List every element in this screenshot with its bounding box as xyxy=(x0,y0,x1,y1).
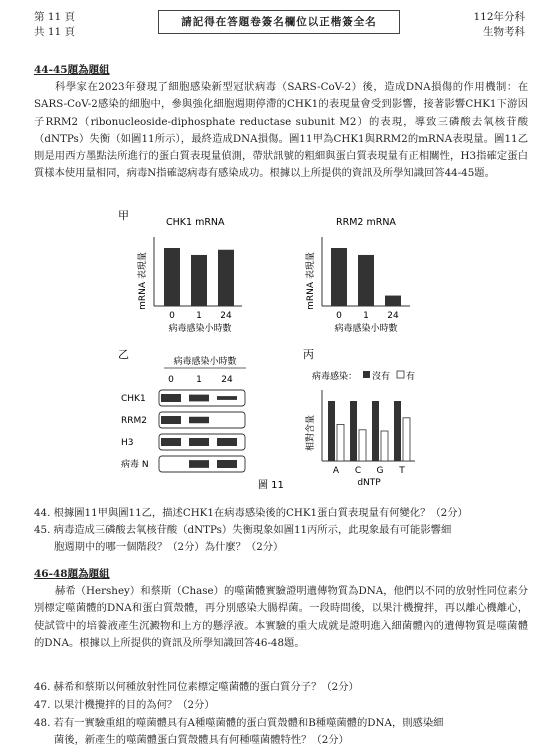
blot-band xyxy=(189,460,209,468)
chk1-mrna-chart xyxy=(136,217,242,334)
dntp-bar-with-G xyxy=(381,431,388,461)
rrm2-mrna-chart xyxy=(304,217,410,334)
rrm2-y-label: mRNA 表現量 xyxy=(306,252,316,310)
group-intro-44-45: 科學家在2023年發現了細胞感染新型冠狀病毒（SARS-CoV-2）後，造成DNA損傷的作用機制：在SARS-CoV-2感染的細胞中，參與強化細胞週期停滯的CHK1的表現量會受到影響，接著影響CHK1下游因子RRM2（ribonucleoside-diphosphate reductase subunit M2）的表現，導致三磷酸去氧核苷酸（dNTPs）失衡（如圖11所示），最終造成DNA損傷。圖11甲為CHK1與RRM2的mRNA表現量。圖11乙則是用西方墨點法所進行的蛋白質表現量偵測，帶狀訊號的粗細與蛋白質表現量有正相關性，H3指確定蛋白質樣本使用量相同，病毒N指確認病毒有感染成功。根據以上所提供的資訊及所學知識回答44-45題。 xyxy=(34,81,528,180)
page-number: 第 11 頁 xyxy=(34,11,76,23)
panel-c-label: 丙 xyxy=(303,348,314,361)
dntp-bar-with-A xyxy=(337,424,344,461)
signature-notice: 請記得在答題卷簽名欄位以正楷簽全名 xyxy=(158,10,400,34)
group-title-44-45: 44-45題為題組 xyxy=(34,64,110,76)
blot-band xyxy=(189,395,209,402)
legend-swatch-with xyxy=(397,371,404,378)
blot-band xyxy=(189,438,209,446)
dntp-bar-without-A xyxy=(328,401,335,461)
dntp-bar-without-T xyxy=(394,401,401,461)
dntp-bar-with-C xyxy=(359,430,366,461)
question-45: 45. 病毒造成三磷酸去氧核苷酸（dNTPs）失衡現象如圖11丙所示，此現象最有可能影響細 xyxy=(34,524,452,536)
blot-col-0: 0 xyxy=(168,375,174,385)
group-intro-46-48: 赫希（Hershey）和蔡斯（Chase）的噬菌體實驗證明遺傳物質為DNA，他們以不同的放射性同位素分別標定噬菌體的DNA和蛋白質殼體，再分別感染大腸桿菌。一段時間後，以果汁機攪拌，再以離心機離心，使試管中的培養液產生沉澱物和上方的懸浮液。本實驗的重大成就是證明進入細菌體內的遺傳物質是噬菌體的DNA。根據以上所提供的資訊及所學知識回答46-48題。 xyxy=(34,585,528,649)
rrm2-x-label: 病毒感染小時數 xyxy=(334,324,398,334)
rrm2-tick-1: 1 xyxy=(363,311,369,321)
total-pages: 共 11 頁 xyxy=(34,26,76,38)
chk1-bar-1 xyxy=(191,255,207,306)
chk1-bar-0 xyxy=(164,248,180,306)
dntp-legend-prefix: 病毒感染： xyxy=(312,372,358,382)
blot-row-label: H3 xyxy=(121,438,134,448)
group-title-46-48: 46-48題為題組 xyxy=(34,568,110,580)
panel-b-label: 乙 xyxy=(118,348,129,361)
dntp-legend-without: 沒有 xyxy=(372,372,391,382)
dntp-bar-without-G xyxy=(372,401,379,461)
exam-year: 112年分科 xyxy=(473,11,525,23)
question-48: 48. 若有一實驗重組的噬菌體具有A種噬菌體的蛋白質殼體和B種噬菌體的DNA，則感染細 xyxy=(34,717,444,729)
rrm2-tick-0: 0 xyxy=(336,311,342,321)
chk1-bar-24 xyxy=(218,250,234,306)
dntp-legend-with: 有 xyxy=(406,372,416,382)
chk1-tick-0: 0 xyxy=(169,311,175,321)
dntp-tick-T: T xyxy=(399,466,405,476)
dntp-y-label: 相對含量 xyxy=(306,414,316,452)
blot-band xyxy=(161,438,181,446)
rrm2-bar-24 xyxy=(385,296,401,306)
dntp-bar-without-C xyxy=(350,401,357,461)
blot-col-24: 24 xyxy=(221,375,233,385)
blot-band xyxy=(217,396,237,400)
western-blot xyxy=(121,355,246,472)
question-45-cont: 胞週期中的哪一個階段？（2分）為什麼？（2分） xyxy=(54,541,284,553)
chk1-tick-24: 24 xyxy=(220,311,232,321)
question-47: 47. 以果汁機攪拌的目的為何？（2分） xyxy=(34,699,215,711)
rrm2-bar-0 xyxy=(331,248,347,306)
legend-swatch-without xyxy=(363,371,370,378)
dntp-x-label: dNTP xyxy=(357,478,381,488)
chk1-chart-title: CHK1 mRNA xyxy=(166,217,225,228)
dntp-chart xyxy=(304,370,415,488)
blot-band xyxy=(189,417,209,424)
blot-band xyxy=(161,394,181,402)
dntp-tick-G: G xyxy=(376,466,384,476)
blot-header: 病毒感染小時數 xyxy=(173,357,237,367)
blot-row-label: RRM2 xyxy=(121,416,147,426)
rrm2-bar-1 xyxy=(358,255,374,306)
chk1-x-label: 病毒感染小時數 xyxy=(168,324,232,334)
blot-band xyxy=(217,460,237,468)
dntp-tick-A: A xyxy=(332,466,340,476)
blot-band xyxy=(217,438,237,446)
exam-subject: 生物考科 xyxy=(483,26,525,38)
dntp-bar-with-T xyxy=(403,418,410,461)
rrm2-tick-24: 24 xyxy=(387,311,399,321)
panel-a-label: 甲 xyxy=(118,209,129,222)
chk1-tick-1: 1 xyxy=(196,311,202,321)
figure-11 xyxy=(0,205,559,500)
blot-col-1: 1 xyxy=(196,375,202,385)
question-46: 46. 赫希和蔡斯以何種放射性同位素標定噬菌體的蛋白質分子？（2分） xyxy=(34,681,359,693)
dntp-tick-C: C xyxy=(354,466,362,476)
question-48-cont: 菌後，新產生的噬菌體蛋白質殼體具有何種噬菌體特性？（2分） xyxy=(54,734,349,746)
rrm2-chart-title: RRM2 mRNA xyxy=(336,217,396,228)
blot-row-label: 病毒 N xyxy=(121,460,149,470)
chk1-y-label: mRNA 表現量 xyxy=(138,252,148,310)
blot-band xyxy=(161,416,181,424)
figure-caption: 圖 11 xyxy=(258,480,284,491)
question-44: 44. 根據圖11甲與圖11乙，描述CHK1在病毒感染後的CHK1蛋白質表現量有何變化？（2分） xyxy=(34,507,468,519)
blot-row-label: CHK1 xyxy=(121,394,146,404)
